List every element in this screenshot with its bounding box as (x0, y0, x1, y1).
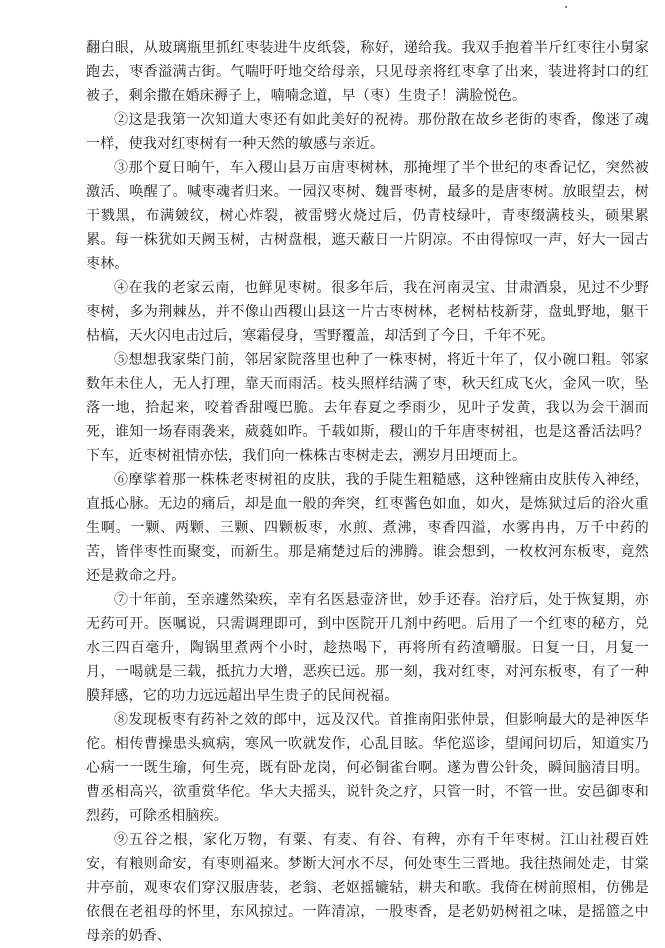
paragraph-6: ⑥摩挲着那一株株老枣树祖的皮肤，我的手陡生粗糙感，这种锉痛由皮肤传入神经，直抵心脉。无边的痛后，却是血一般的奔突，红枣酱色如血，如火，是炼狱过后的浴火重生啊。一颗、两颗、三颗、四颗板枣，水煎、煮沸，枣香四溢，水雾冉冉，万千中药的苦，皆伴枣性而聚变，而新生。那是痛楚过后的沸腾。谁会想到，一枚枚河东板枣，竟然还是救命之丹。 (86, 472, 649, 584)
paragraph-9: ⑨五谷之根，家化万物，有粟、有麦、有谷、有稗，亦有千年枣树。江山社稷百姓安，有粮则命安，有枣则福来。梦断大河水不尽，何处枣生三晋地。我往热闹处走，甘棠井亭前，观枣农们穿汉服唐装，老翁、老妪摇辘轱，耕夫和歌。我倚在树前照相，仿佛是依偎在老祖母的怀里，东风掠过。一阵清凉，一股枣香，是老奶奶树祖之味，是摇篮之中母亲的奶香、 (86, 832, 649, 944)
paragraph-8: ⑧发现板枣有药补之效的郎中，远及汉代。首推南阳张仲景，但影响最大的是神医华佗。相传曹操患头疯病，寒风一吹就发作，心乱目眩。华佗巡诊，望闻问切后，知道实乃心病一一既生瑜，何生亮，既有卧龙岗，何必铜雀台啊。遂为曹公针灸，瞬间脑清目明。曹丞相高兴，欲重赏华佗。华大夫摇头，说针灸之疗，只管一时，不管一世。安邑御枣和烈药，可除丞相脑疾。 (86, 712, 649, 824)
paragraph-3: ③那个夏日晌午，车入稷山县万亩唐枣树林，那掩埋了半个世纪的枣香记忆，突然被激活、唤醒了。喊枣魂者归来。一园汉枣树、魏晋枣树，最多的是唐枣树。放眼望去，树干戮黑，布满皴纹，树心炸裂，被雷劈火烧过后，仍青枝绿叶，青枣缀满枝头，硕果累累。每一株犹如天阙玉树，古树盘根，遮天蔽日一片阴凉。不由得惊叹一声，好大一园古枣林。 (86, 160, 649, 272)
paragraph-4: ④在我的老家云南，也鲜见枣树。很多年后，我在河南灵宝、甘肃酒泉，见过不少野枣树，多为荆棘丛，并不像山西稷山县这一片古枣树林，老树枯枝新芽，盘虬野地，躯干枯槁，天火闪电击过后，寒霜侵身，雪野覆盖，却活到了今日，千年不死。 (86, 280, 649, 344)
paragraph-5: ⑤想想我家柴门前，邻居家院落里也种了一株枣树，将近十年了，仅小碗口粗。邻家数年未住人，无人打理，靠天而雨活。枝头照样结满了枣，秋天红成飞火，金风一吹，坠落一地，拾起来，咬着香甜嘎巴脆。去年春夏之季雨少，见叶子发黄，我以为会干涸而死，谁知一场春雨袭来，葳蕤如昨。千载如斯，稷山的千年唐枣树祖，也是这番活法吗？下车，近枣树祖情亦怯，我们向一株株古枣树走去，溯岁月田埂而上。 (86, 352, 649, 464)
paragraph-continuation: 翻白眼，从玻璃瓶里抓红枣装进牛皮纸袋，称好，递给我。我双手抱着半斤红枣往小舅家跑去，枣香溢满古街。气喘吁吁地交给母亲，只见母亲将红枣拿了出来，装进将封口的红被子，剩余撒在婚床褥子上，喃喃念道，早（枣）生贵子！满脸悦色。 (86, 40, 649, 104)
scan-speck (565, 6, 567, 8)
paragraph-7: ⑦十年前，至亲遽然染疾，幸有名医悬壶济世，妙手还春。治疗后，处于恢复期，亦无药可开。医嘱说，只需调理即可，到中医院开几剂中药吧。后用了一个红枣的秘方，兑水三四百毫升，陶锅里煮两个小时，趁热喝下，再将所有药渣嚼服。日复一日，月复一月，一喝就是三载，抵抗力大增，恶疾已远。那一刻，我对红枣，对河东板枣，有了一种膜拜感，它的功力远远超出早生贵子的民间祝福。 (86, 592, 649, 704)
paragraph-2: ②这是我第一次知道大枣还有如此美好的祝祷。那份散在故乡老街的枣香，像迷了魂一样，使我对红枣树有一种天然的敏感与亲近。 (86, 112, 649, 152)
